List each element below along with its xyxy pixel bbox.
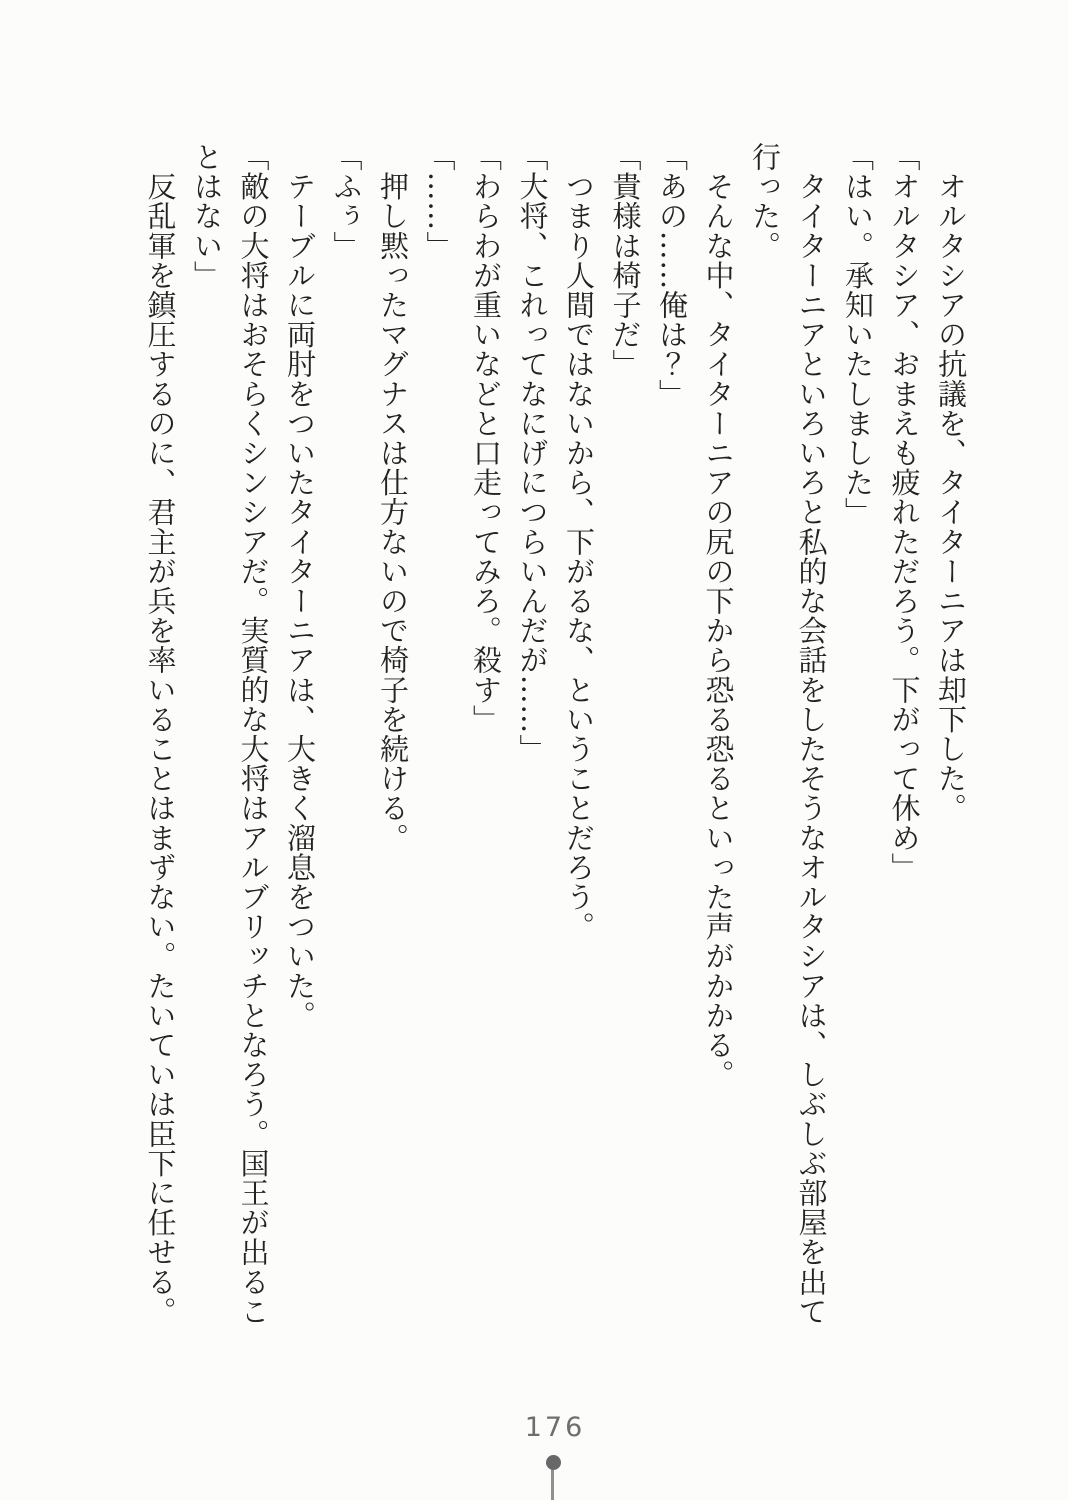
page-number: 176 (524, 1412, 586, 1443)
paragraph: 「わらわが重いなどと口走ってみろ。殺す」 (469, 142, 503, 734)
paragraph: オルタシアの抗議を、タイターニアは却下した。 (934, 142, 968, 823)
paragraph: 「貴様は椅子だ」 (608, 142, 643, 379)
paragraph: 「大将、これってなにげにつらいんだが……」 (515, 142, 550, 764)
paragraph: そんな中、タイターニアの尻の下から恐る恐るといった声がかかる。 (701, 142, 736, 1090)
paragraph: 反乱軍を鎮圧するのに、君主が兵を率いることはまずない。たいていは臣下に任せる。 (143, 142, 178, 1326)
paragraph: テーブルに両肘をついたタイターニアは、大きく溜息をついた。 (283, 142, 317, 1030)
paragraph: 「オルタシア、おまえも疲れただろう。下がって休め」 (887, 142, 922, 882)
paragraph: 「敵の大将はおそらくシンシアだ。実質的な大将はアルブリッチとなろう。国王が出ることはない」 (190, 142, 271, 1326)
paragraph: 「……」 (422, 142, 457, 261)
vertical-text-block (137, 142, 974, 1332)
paragraph: つまり人間ではないから、下がるな、ということだろう。 (562, 142, 596, 942)
paragraph: タイターニアといろいろと私的な会話をしたそうなオルタシアは、しぶしぶ部屋を出て行った。 (748, 142, 829, 1326)
paragraph: 「はい。承知いたしました」 (841, 142, 875, 527)
paragraph: 押し黙ったマグナスは仕方ないので椅子を続ける。 (376, 142, 410, 853)
paragraph: 「あの……俺は？」 (655, 142, 689, 409)
paragraph: 「ふぅ」 (329, 142, 364, 261)
marker-dot-icon (546, 1455, 561, 1470)
